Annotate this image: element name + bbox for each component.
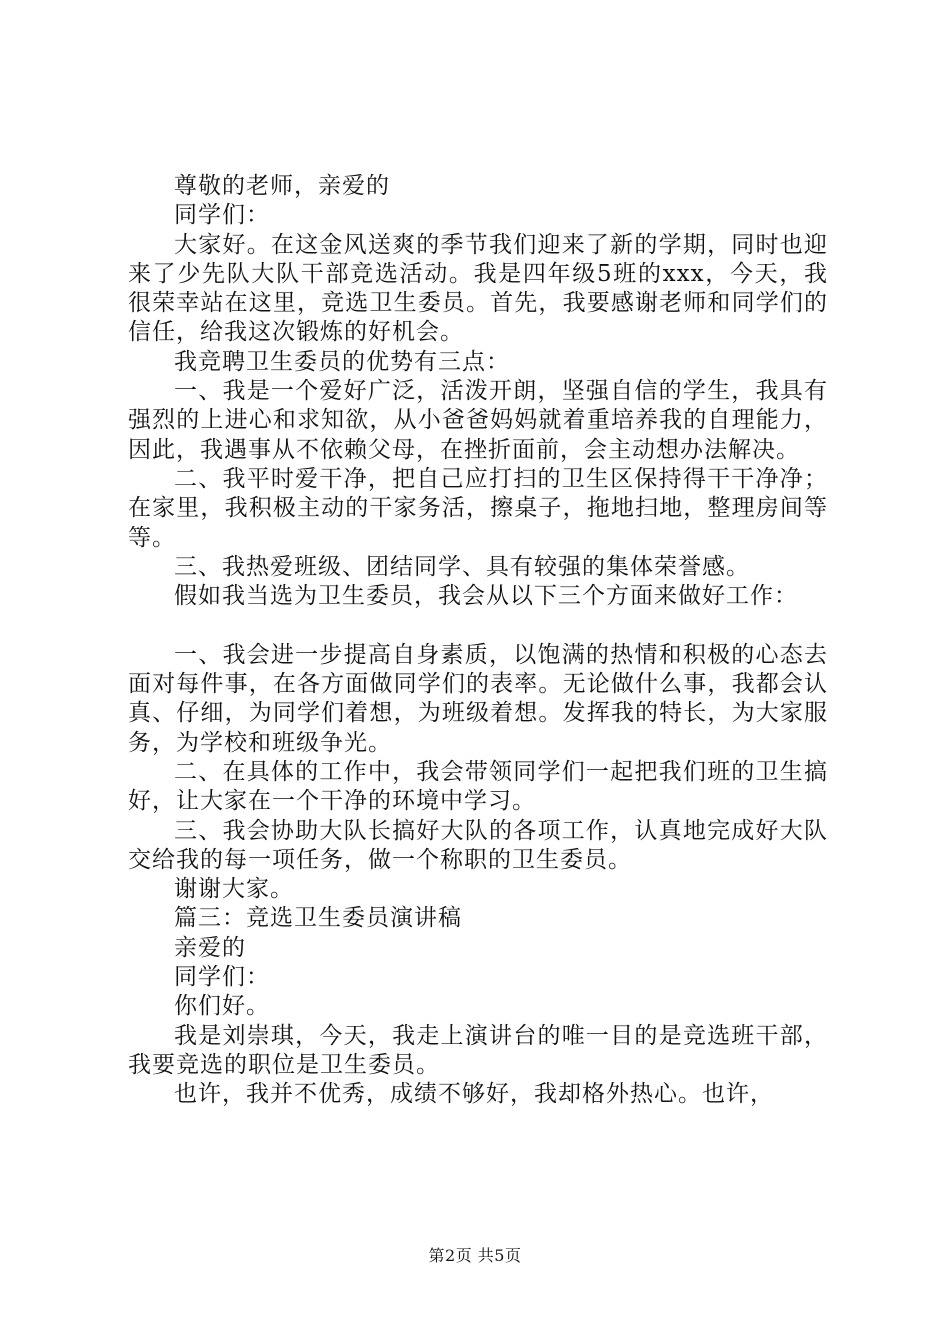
paragraph-greeting: 大家好。在这金风送爽的季节我们迎来了新的学期，同时也迎来了少先队大队干部竞选活动。我是四年级5班的xxx，今天，我很荣幸站在这里，竞选卫生委员。首先，我要感谢老师和同学们的信任，给我这次锻炼的好机会。 — [128, 231, 828, 346]
paragraph-plan-3: 三、我会协助大队长搞好大队的各项工作，认真地完成好大队交给我的每一项任务，做一个称职的卫生委员。 — [128, 817, 828, 873]
paragraph-advantage-2: 二、我平时爱干净，把自己应打扫的卫生区保持得干干净净；在家里，我积极主动的干家务活，擦桌子，拖地扫地，整理房间等等。 — [128, 465, 828, 551]
salutation-line-1: 尊敬的老师，亲爱的 — [174, 173, 390, 199]
paragraph-intro-self: 我是刘崇琪，今天，我走上演讲台的唯一目的是竞选班干部，我要竞选的职位是卫生委员。 — [128, 1022, 828, 1078]
paragraph-hello: 你们好。 — [174, 993, 270, 1020]
salutation-line-2: 同学们： — [174, 202, 270, 229]
page-number-footer: 第2页 共5页 — [428, 1246, 522, 1265]
paragraph-maybe: 也许，我并不优秀，成绩不够好，我却格外热心。也许， — [174, 1081, 774, 1108]
salutation-line-3: 亲爱的 — [174, 934, 246, 961]
paragraph-advantage-1: 一、我是一个爱好广泛，活泼开朗，坚强自信的学生，我具有强烈的上进心和求知欲，从小爸爸妈妈就着重培养我的自理能力，因此，我遇事从不依赖父母，在挫折面前，会主动想办法解决。 — [128, 378, 828, 463]
paragraph-plan-1: 一、我会进一步提高自身素质，以饱满的热情和积极的心态去面对每件事，在各方面做同学们的表率。无论做什么事，我都会认真、仔细，为同学们着想，为班级着想。发挥我的特长，为大家服务，为学校和班级争光。 — [128, 641, 828, 756]
paragraph-thanks: 谢谢大家。 — [174, 876, 294, 903]
salutation-line-4: 同学们： — [174, 964, 270, 991]
paragraph-advantage-3: 三、我热爱班级、团结同学、具有较强的集体荣誉感。 — [174, 553, 750, 580]
paragraph-advantages-intro: 我竞聘卫生委员的优势有三点： — [174, 348, 510, 375]
document-body — [128, 172, 828, 1110]
section-heading: 篇三：竞选卫生委员演讲稿 — [174, 905, 462, 932]
paragraph-plan-2: 二、在具体的工作中，我会带领同学们一起把我们班的卫生搞好，让大家在一个干净的环境中学习。 — [128, 758, 828, 815]
blank-line — [128, 611, 828, 640]
paragraph-plan-intro: 假如我当选为卫生委员，我会从以下三个方面来做好工作： — [174, 583, 798, 610]
